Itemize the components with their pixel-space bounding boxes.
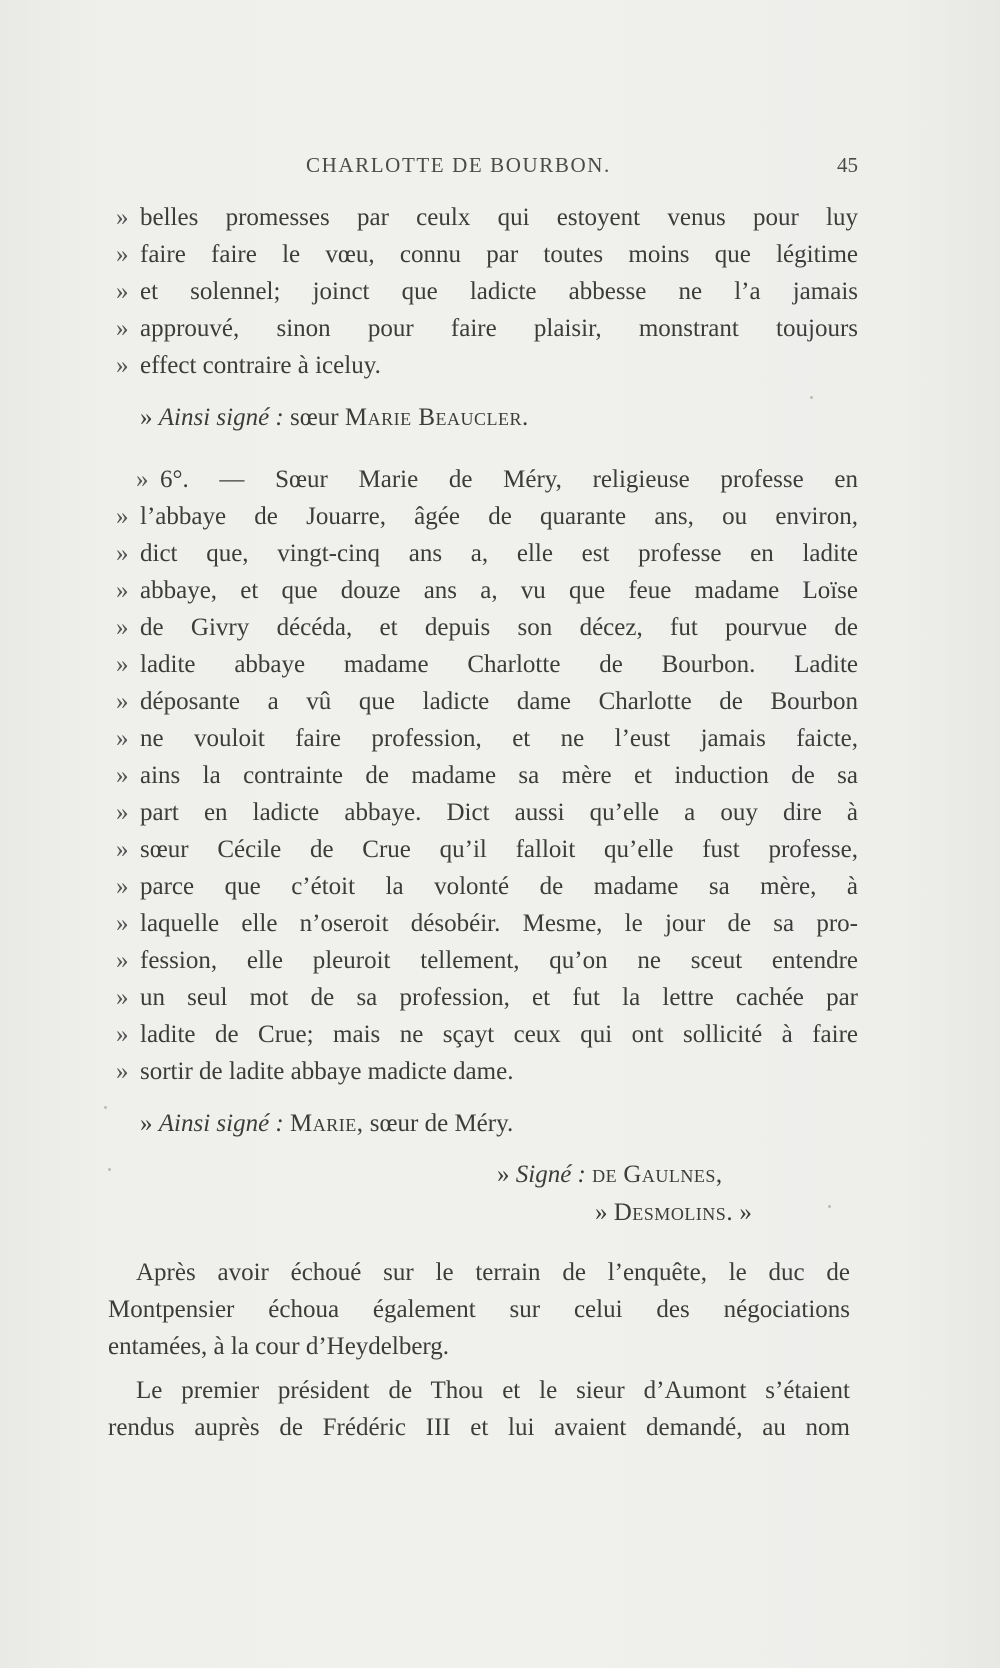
- guillemet-mark: »: [136, 466, 149, 493]
- guillemet-mark: »: [116, 241, 129, 268]
- paragraph-line: Montpensier échoua également sur celui des négociations: [108, 1296, 850, 1323]
- guillemet-mark: »: [116, 984, 129, 1011]
- paragraph-line: rendus auprès de Frédéric III et lui avaient demandé, au nom: [108, 1414, 850, 1441]
- quoted-text: sœur Cécile de Crue qu’il falloit qu’elle fust professe,: [140, 836, 858, 863]
- signature-label: Ainsi signé :: [158, 404, 284, 431]
- guillemet-mark: »: [595, 1199, 608, 1226]
- guillemet-mark: »: [116, 947, 129, 974]
- quoted-text: abbaye, et que douze ans a, vu que feue madame Loïse: [140, 577, 858, 604]
- signature-text: sœur: [290, 404, 339, 431]
- quoted-text: l’abbaye de Jouarre, âgée de quarante ans, ou environ,: [140, 503, 858, 530]
- signature-label: Ainsi signé :: [158, 1110, 284, 1137]
- quoted-text: ne vouloit faire profession, et ne l’eust jamais faicte,: [140, 725, 858, 752]
- running-title: CHARLOTTE DE BOURBON.: [306, 153, 611, 177]
- quoted-text: déposante a vû que ladicte dame Charlotte de Bourbon: [140, 688, 858, 715]
- guillemet-mark: »: [116, 688, 129, 715]
- quoted-text: faire faire le vœu, connu par toutes moins que légitime: [140, 241, 858, 268]
- guillemet-mark: »: [116, 503, 129, 530]
- running-header: [306, 153, 858, 183]
- print-speck: [810, 396, 813, 399]
- guillemet-mark: »: [116, 651, 129, 678]
- paragraph-line: entamées, à la cour d’Heydelberg.: [108, 1333, 450, 1360]
- signature-text: sœur de Méry.: [369, 1110, 514, 1137]
- signature-line-2: [140, 1109, 513, 1139]
- guillemet-mark: »: [116, 910, 129, 937]
- quoted-text: effect contraire à iceluy.: [140, 352, 381, 379]
- desmolins-line: [595, 1198, 752, 1228]
- quoted-text: de Givry décéda, et depuis son décez, fut pourvue de: [140, 614, 858, 641]
- quoted-text: fession, elle pleuroit tellement, qu’on ne sceut entendre: [140, 947, 858, 974]
- guillemet-mark: »: [116, 836, 129, 863]
- quoted-text: laquelle elle n’oseroit désobéir. Mesme, le jour de sa pro-: [140, 910, 858, 937]
- guillemet-mark: »: [140, 404, 153, 431]
- guillemet-mark: »: [116, 799, 129, 826]
- signe-prefix: de: [592, 1161, 618, 1188]
- guillemet-mark: »: [116, 725, 129, 752]
- signatory-desmolins: Desmolins.: [613, 1199, 734, 1226]
- guillemet-mark: »: [116, 204, 129, 231]
- quoted-text: parce que c’étoit la volonté de madame sa mère, à: [140, 873, 858, 900]
- guillemet-mark: »: [116, 315, 129, 342]
- guillemet-mark: »: [116, 873, 129, 900]
- guillemet-mark: »: [497, 1161, 510, 1188]
- signe-label: Signé :: [515, 1161, 586, 1188]
- guillemet-mark: »: [116, 1021, 129, 1048]
- guillemet-mark: »: [116, 540, 129, 567]
- paragraph-line: Après avoir échoué sur le terrain de l’enquête, le duc de: [136, 1259, 850, 1286]
- quoted-text: ladite de Crue; mais ne sçayt ceux qui ont sollicité à faire: [140, 1021, 858, 1048]
- signe-line: [497, 1160, 723, 1190]
- quoted-text: dict que, vingt-cinq ans a, elle est professe en ladite: [140, 540, 858, 567]
- print-speck: [108, 1168, 111, 1171]
- guillemet-mark: »: [116, 577, 129, 604]
- quoted-text: 6°. — Sœur Marie de Méry, religieuse professe en: [160, 466, 858, 493]
- quoted-text: un seul mot de sa profession, et fut la lettre cachée par: [140, 984, 858, 1011]
- guillemet-mark: »: [116, 762, 129, 789]
- guillemet-mark: »: [140, 1110, 153, 1137]
- quoted-text: et solennel; joinct que ladicte abbesse ne l’a jamais: [140, 278, 858, 305]
- signatory-name: Marie Beaucler.: [344, 404, 529, 431]
- quoted-text: ladite abbaye madame Charlotte de Bourbon. Ladite: [140, 651, 858, 678]
- guillemet-mark: »: [116, 352, 129, 379]
- quoted-text: ains la contrainte de madame sa mère et induction de sa: [140, 762, 858, 789]
- signature-line-1: [140, 403, 529, 433]
- guillemet-mark: »: [116, 278, 129, 305]
- signatory-gaulnes: Gaulnes,: [623, 1161, 723, 1188]
- guillemet-mark: »: [116, 1058, 129, 1085]
- print-speck: [828, 1205, 831, 1208]
- guillemet-close: »: [739, 1199, 752, 1226]
- page-number: 45: [837, 153, 858, 177]
- guillemet-mark: »: [116, 614, 129, 641]
- paragraph-line: Le premier président de Thou et le sieur d’Aumont s’étaient: [136, 1377, 850, 1404]
- quoted-text: belles promesses par ceulx qui estoyent venus pour luy: [140, 204, 858, 231]
- print-speck: [104, 1106, 107, 1109]
- quoted-text: approuvé, sinon pour faire plaisir, monstrant toujours: [140, 315, 858, 342]
- quoted-text: part en ladicte abbaye. Dict aussi qu’elle a ouy dire à: [140, 799, 858, 826]
- signatory-name: Marie,: [290, 1110, 364, 1137]
- quoted-text: sortir de ladite abbaye madicte dame.: [140, 1058, 514, 1085]
